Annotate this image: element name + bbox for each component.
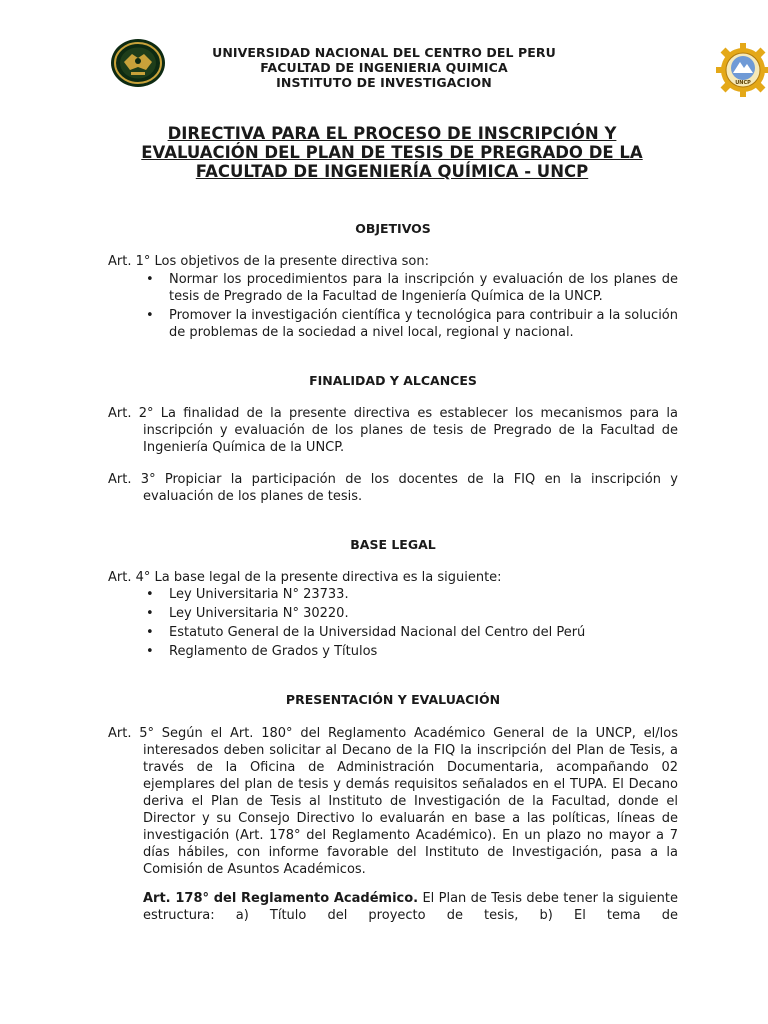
section-heading-finalidad: FINALIDAD Y ALCANCES: [309, 373, 477, 388]
title-line-2: EVALUACIÓN DEL PLAN DE TESIS DE PREGRADO DE LA: [141, 143, 643, 162]
section-heading-presentacion: PRESENTACIÓN Y EVALUACIÓN: [285, 692, 501, 707]
document-title: [108, 124, 676, 181]
bullet-icon: •: [146, 625, 154, 640]
bullet-icon: •: [146, 644, 154, 659]
list-item: • Estatuto General de la Universidad Nacional del Centro del Perú: [146, 625, 586, 640]
article-4-list: [143, 586, 678, 662]
bullet-icon: •: [146, 606, 154, 621]
article-5: Art. 5° Según el Art. 180° del Reglamento Académico General de la UNCP, el/los interesados deben solicitar al Decano de la FIQ la inscripción del Plan de Tesis, a través de la Oficina de Administración Documentaria, acompañando 02 ejemplares del plan de tesis y demás requisitos señalados en el TUPA. El Decano deriva el Plan de Tesis al Instituto de Investigación de la Facultad, donde el Director y su Consejo Directivo lo evaluarán en base a las políticas, líneas de investigación (Art. 178° del Reglamento Académico). En un plazo no mayor a 7 días hábiles, con informe favorable del Instituto de Investigación, pasa a la Comisión de Asuntos Académicos.: [108, 726, 678, 877]
university-name: UNIVERSIDAD NACIONAL DEL CENTRO DEL PERU: [212, 45, 556, 60]
article-1-list: [143, 271, 678, 343]
engineering-gear-icon: [716, 42, 768, 98]
article-178-text: El Plan de Tesis debe tener la siguiente estructura: a) Título del proyecto de tesis, b) El tema de: [143, 891, 678, 923]
list-item: • Ley Universitaria N° 23733.: [146, 587, 349, 602]
article-2: Art. 2° La finalidad de la presente directiva es establecer los mecanismos para la inscripción y evaluación de los planes de tesis de Pregrado de la Facultad de Ingeniería Química de la UNCP.: [108, 406, 678, 455]
title-line-3: FACULTAD DE INGENIERÍA QUÍMICA - UNCP: [195, 162, 589, 181]
article-178-heading: Art. 178° del Reglamento Académico.: [143, 891, 419, 906]
institute-name: INSTITUTO DE INVESTIGACION: [276, 75, 492, 90]
list-item: • Reglamento de Grados y Títulos: [146, 644, 378, 659]
article-4: Art. 4° La base legal de la presente directiva es la siguiente:: [108, 570, 502, 585]
section-heading-base-legal: BASE LEGAL: [350, 537, 436, 552]
faculty-name: FACULTAD DE INGENIERIA QUIMICA: [260, 60, 508, 75]
university-seal-icon: [110, 38, 166, 88]
article-1: Art. 1° Los objetivos de la presente directiva son:: [108, 254, 430, 269]
bullet-icon: •: [146, 308, 154, 323]
bullet-icon: •: [146, 587, 154, 602]
article-3: Art. 3° Propiciar la participación de los docentes de la FIQ en la inscripción y evaluación de los planes de tesis.: [108, 472, 678, 504]
list-item: • Normar los procedimientos para la inscripción y evaluación de los planes de tesis de Pregrado de la Facultad de Ingeniería Química de la UNCP.: [146, 272, 678, 304]
institution-header: [180, 45, 588, 90]
article-178-paragraph: [143, 890, 678, 924]
title-line-1: DIRECTIVA PARA EL PROCESO DE INSCRIPCIÓN Y: [167, 124, 617, 143]
list-item: • Ley Universitaria N° 30220.: [146, 606, 349, 621]
logo-text: UNCP: [735, 80, 751, 86]
section-heading-objetivos: OBJETIVOS: [355, 221, 431, 236]
bullet-icon: •: [146, 272, 154, 287]
list-item: • Promover la investigación científica y tecnológica para contribuir a la solución de problemas de la sociedad a nivel local, regional y nacional.: [146, 308, 678, 340]
